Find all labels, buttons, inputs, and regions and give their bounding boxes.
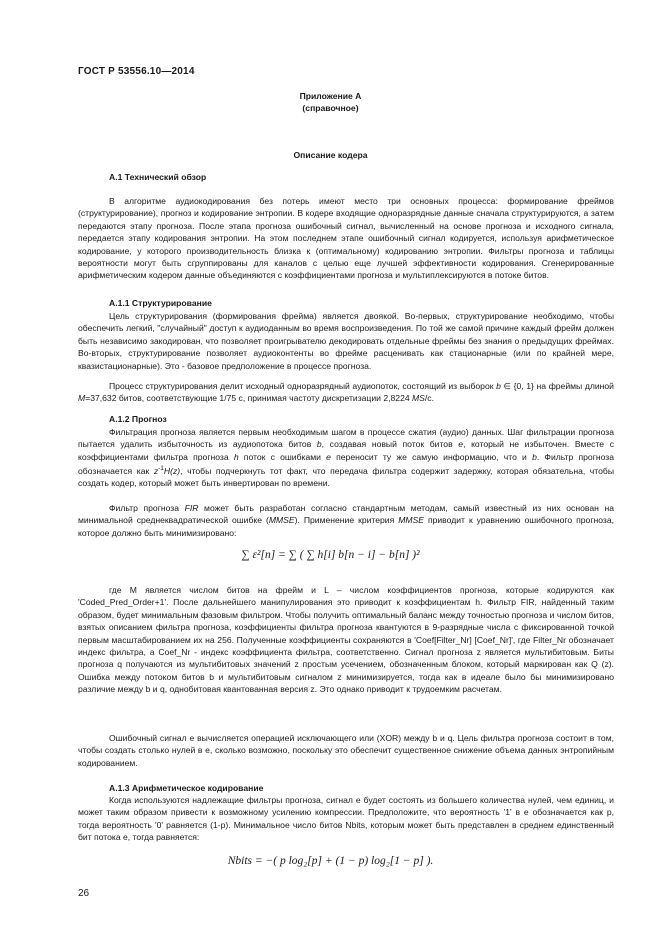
formula-nbits: Nbits = −( p log₂[p] + (1 − p) log₂[1 − p] ).: [227, 855, 434, 867]
heading-a12: А.1.2 Прогноз: [109, 414, 167, 424]
paragraph-a13-1: Когда используются надлежащие фильтры прогноза, сигнал e будет состоять из большего количества нулей, чем единиц, и может таким образом привести к возможному усилению компрессии. Предположите, что вероятность '1' в e обозначается как p, тогда вероятность '0' равняется (1-p). Минимальное число битов Nbits, которым может быть представлен в среднем единственный бит потока e, тогда равняется:: [78, 795, 614, 843]
appendix-subtitle: (справочное): [302, 103, 359, 113]
paragraph-a1: В алгоритме аудиокодирования без потерь имеют место три основных процесса: формирование фреймов (структурирование), прогноз и кодирование энтропии. В кодере входящие одноразрядные данные сначала структурируются, а затем передаются этапу прогноза. После этапа прогноза ошибочный сигнал, вычисленный на основе прогноза и исходного сигнала, передается этапу кодирования энтропии. На этом последнем этапе ошибочный сигнал кодируется, используя арифметическое кодирование, у которого производительность близка к (оптимальному) кодированию энтропии. Фильтры прогноза и таблицы вероятности могут быть сгруппированы для каналов с целью еще лучшей эффективности кодирования. Сгенерированные арифметическим кодером данные объединяются с коэффициентами прогноза и мультиплексируются в потоке битов.: [78, 196, 614, 281]
appendix-title: Приложение А: [299, 91, 362, 101]
paragraph-a12-4: Ошибочный сигнал e вычисляется операцией исключающего или (XOR) между b и q. Цель фильтра прогноза состоит в том, чтобы создать столько нулей в e, сколько возможно, поскольку это обеспечит существенное снижение объема данных энтропийным кодированием.: [78, 733, 614, 768]
heading-a1: А.1 Технический обзор: [109, 172, 207, 182]
paragraph-a11-2: Процесс структурирования делит исходный одноразрядный аудиопоток, состоящий из выборок b ∈ {0, 1} на фреймы длиной M=37,632 битов, соответствующие 1/75 с, принимая частоту дискретизации 2,8224 MS/с.: [78, 381, 614, 404]
formula-prediction-error: ∑ ε²[n] = ∑ ( ∑ h[i] b[n − i] − b[n] )²: [241, 549, 420, 561]
paragraph-a12-1: Фильтрация прогноза является первым необходимым шагом в процессе сжатия (аудио) данных. Шаг фильтрации прогноза пытается удалить избыточность из аудиопотока битов b, создавая новый поток битов e, который не избыточен. Вместе с коэффициентами фильтра прогноза h поток с ошибками e переносит ту же самую информацию, что и b. Фильтр прогноза обозначается как $z^{-1}H(z)$, чтобы подчеркнуть тот факт, что передача фильтра содержит задержку, которая обязательна, чтобы создать кодер, который может быть инвертирован по времени.: [78, 427, 614, 489]
standard-number: ГОСТ Р 53556.10—2014: [78, 66, 195, 77]
paragraph-a12-3: где M является числом битов на фрейм и L – числом коэффициентов прогноза, которые кодируются как 'Coded_Pred_Order+1'. После дальнейшего манипулирования это приводит к коэффициентам h. Фильтр FIR, найденный таким образом, будет минимальным фазовым фильтром. Чтобы получить оптимальный баланс между точностью прогноза и числом битов, взятых описанием фильтра прогноза, коэффициенты фильтра прогноза квантуются в 9-разрядные числа с фиксированной точкой первым масштабированием их на 256. Полученные коэффициенты сохраняются в 'Coef[Filter_Nr] [Coef_Nr]', где Filter_Nr обозначает индекс фильтра, а Coef_Nr - индекс коэффициента фильтра, соответственно. Сигнал прогноза z является мультибитовым. Биты прогноза q получаются из мультибитовых значений z простым усечением, обозначенным блоком, который маркирован как Q (z). Ошибка между потоком битов b и мультибитовым сигналом z минимизируется, тогда как в идеале было бы минимизировано различие между b и q, однобитовая квантованная версия z. Это однако приводит к трудоемким расчетам.: [78, 585, 614, 695]
heading-a11: А.1.1 Структурирование: [109, 298, 212, 308]
page-number: 26: [78, 888, 90, 899]
paragraph-a12-2: Фильтр прогноза FIR может быть разработан согласно стандартным методам, самый известный из них основан на минимальной среднеквадратической ошибке (MMSE). Применение критерия MMSE приводит к уравнению ошибочного прогноза, которое должно быть минимизировано:: [78, 503, 614, 538]
paragraph-a11-1: Цель структурирования (формирования фрейма) является двоякой. Во-первых, структурирование необходимо, чтобы обеспечить легкий, "случайный" доступ к аудиоданным во время воспроизведения. По той же самой причине каждый фрейм должен быть независимо закодирован, что позволяет проигрывателю декодировать отдельные фреймы без знания о предыдущих фреймах. Во-вторых, структурирование позволяет аудиоконтенты во фрейме расценивать как стационарные (или по крайней мере, квазистационарные). Это - базовое предположение в процессе прогноза.: [78, 311, 614, 371]
section-title: Описание кодера: [293, 150, 368, 160]
heading-a13: А.1.3 Арифметическое кодирование: [109, 783, 264, 793]
